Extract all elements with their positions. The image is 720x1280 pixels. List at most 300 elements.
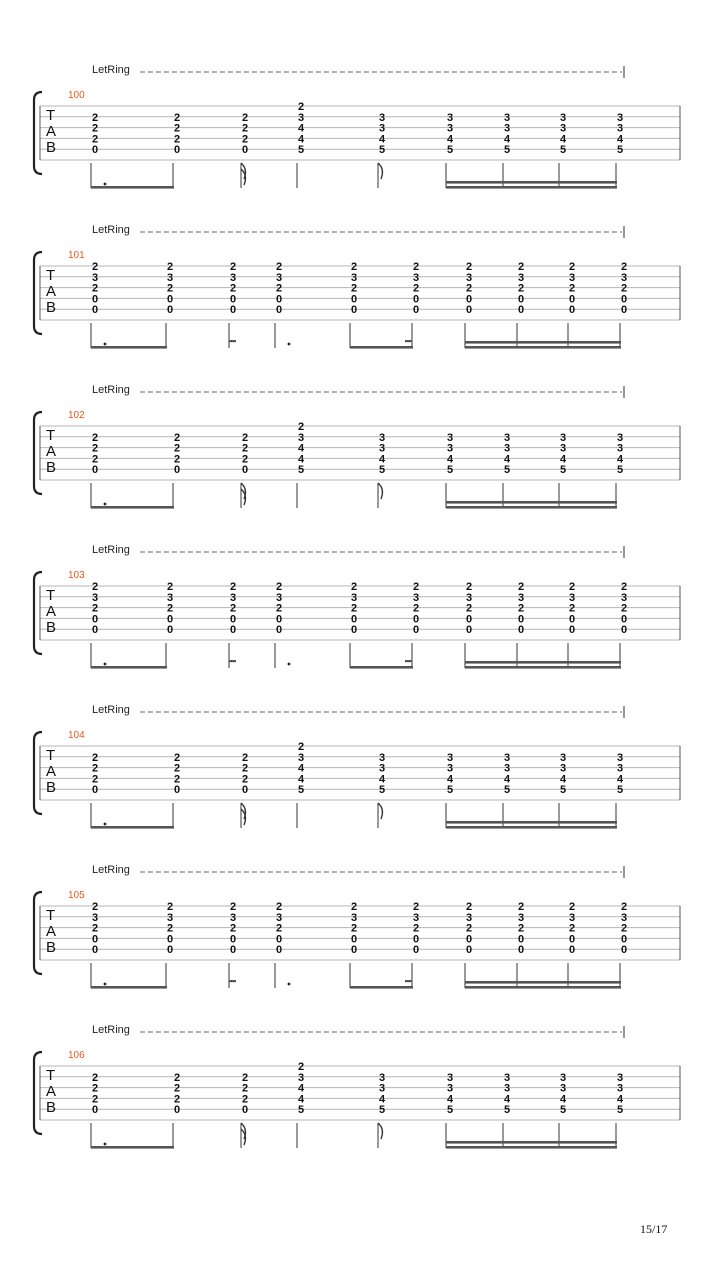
tab-clef-letter: B xyxy=(46,619,57,636)
fret-number: 2 xyxy=(173,111,181,124)
fret-number: 2 xyxy=(173,1071,181,1084)
note-beam xyxy=(446,186,617,189)
fret-number: 2 xyxy=(173,122,181,135)
fret-number: 3 xyxy=(559,431,567,444)
fret-number: 4 xyxy=(378,773,386,786)
fret-number: 0 xyxy=(275,613,283,626)
fret-number: 2 xyxy=(412,901,420,913)
tab-staff xyxy=(0,72,720,232)
fret-number: 0 xyxy=(91,933,99,946)
fret-number: 2 xyxy=(275,901,283,913)
fret-number: 2 xyxy=(568,282,576,295)
fret-number: 3 xyxy=(378,431,386,444)
tab-clef-letter: A xyxy=(46,603,57,620)
fret-number: 2 xyxy=(91,602,99,615)
fret-number: 3 xyxy=(503,442,511,455)
fret-number: 2 xyxy=(568,901,576,913)
fret-number: 3 xyxy=(620,911,628,924)
fret-number: 4 xyxy=(297,1082,305,1095)
fret-number: 2 xyxy=(241,1093,249,1106)
fret-number: 2 xyxy=(229,901,237,913)
tab-staff xyxy=(0,712,720,872)
fret-number: 3 xyxy=(559,1071,567,1084)
fret-number: 3 xyxy=(465,911,473,924)
fret-number: 2 xyxy=(173,442,181,455)
fret-number: 3 xyxy=(275,591,283,604)
fret-number: 3 xyxy=(503,1082,511,1095)
fret-number: 2 xyxy=(173,762,181,775)
fret-number: 2 xyxy=(241,1071,249,1084)
fret-number: 2 xyxy=(350,901,358,913)
note-beam xyxy=(465,346,621,349)
fret-number: 2 xyxy=(173,453,181,466)
fret-number: 3 xyxy=(616,111,624,124)
fret-number: 0 xyxy=(241,784,249,797)
fret-number: 2 xyxy=(350,261,358,273)
fret-number: 2 xyxy=(568,602,576,615)
fret-number: 4 xyxy=(446,1093,454,1106)
fret-number: 0 xyxy=(412,304,420,317)
fret-number: 0 xyxy=(412,613,420,626)
fret-number: 4 xyxy=(378,133,386,146)
fret-number: 2 xyxy=(91,261,99,273)
fret-number: 0 xyxy=(568,293,576,306)
measure-number: 105 xyxy=(68,890,85,901)
fret-number: 0 xyxy=(350,613,358,626)
fret-number: 3 xyxy=(559,1082,567,1095)
fret-number: 3 xyxy=(446,111,454,124)
fret-number: 2 xyxy=(412,602,420,615)
fret-number: 3 xyxy=(378,751,386,764)
fret-number: 0 xyxy=(275,944,283,957)
fret-number: 0 xyxy=(275,293,283,306)
fret-number: 2 xyxy=(350,581,358,593)
fret-number: 2 xyxy=(517,901,525,913)
fret-number: 2 xyxy=(350,602,358,615)
fret-number: 4 xyxy=(616,453,624,466)
partial-beam xyxy=(229,660,236,662)
fret-number: 2 xyxy=(173,773,181,786)
fret-number: 3 xyxy=(446,751,454,764)
fret-number: 3 xyxy=(446,122,454,135)
fret-number: 0 xyxy=(412,933,420,946)
fret-number: 5 xyxy=(503,784,511,797)
fret-number: 3 xyxy=(166,591,174,604)
tab-clef-letter: T xyxy=(46,267,56,284)
fret-number: 4 xyxy=(559,133,567,146)
note-beam xyxy=(465,661,621,664)
fret-number: 3 xyxy=(616,762,624,775)
letring-label: LetRing xyxy=(92,544,130,556)
note-beam xyxy=(465,986,621,989)
note-beam xyxy=(446,821,617,824)
fret-number: 2 xyxy=(465,261,473,273)
fret-number: 0 xyxy=(517,304,525,317)
fret-number: 2 xyxy=(275,261,283,273)
fret-number: 5 xyxy=(297,144,305,157)
fret-number: 3 xyxy=(503,431,511,444)
measure-number: 103 xyxy=(68,570,85,581)
fret-number: 2 xyxy=(412,922,420,935)
fret-number: 3 xyxy=(378,1071,386,1084)
fret-number: 2 xyxy=(517,922,525,935)
staff-bracket xyxy=(34,412,42,494)
fret-number: 3 xyxy=(229,911,237,924)
fret-number: 0 xyxy=(465,613,473,626)
dotted-note-dot xyxy=(104,983,107,986)
fret-number: 0 xyxy=(517,944,525,957)
fret-number: 5 xyxy=(559,144,567,157)
tab-clef-letter: B xyxy=(46,779,57,796)
partial-beam xyxy=(229,980,236,982)
fret-number: 4 xyxy=(378,453,386,466)
fret-number: 3 xyxy=(91,271,99,284)
tab-clef-letter: T xyxy=(46,907,56,924)
dotted-note-dot xyxy=(288,663,291,666)
fret-number: 4 xyxy=(378,1093,386,1106)
fret-number: 5 xyxy=(378,1104,386,1117)
fret-number: 3 xyxy=(350,271,358,284)
fret-number: 3 xyxy=(503,1071,511,1084)
tab-system xyxy=(0,544,720,712)
fret-number: 4 xyxy=(503,453,511,466)
fret-number: 3 xyxy=(378,1082,386,1095)
fret-number: 0 xyxy=(229,613,237,626)
fret-number: 4 xyxy=(503,773,511,786)
fret-number: 0 xyxy=(465,944,473,957)
fret-number: 0 xyxy=(350,944,358,957)
fret-number: 2 xyxy=(241,431,249,444)
fret-number: 0 xyxy=(91,464,99,477)
fret-number: 3 xyxy=(559,751,567,764)
fret-number: 0 xyxy=(412,624,420,637)
fret-number: 4 xyxy=(616,133,624,146)
fret-number: 3 xyxy=(229,591,237,604)
fret-number: 3 xyxy=(503,762,511,775)
fret-number: 0 xyxy=(173,1104,181,1117)
fret-number: 0 xyxy=(91,784,99,797)
tab-staff xyxy=(0,552,720,712)
tab-staff xyxy=(0,872,720,1032)
fret-number: 5 xyxy=(559,784,567,797)
fret-number: 0 xyxy=(166,613,174,626)
fret-number: 2 xyxy=(620,901,628,913)
tab-clef-letter: T xyxy=(46,107,56,124)
fret-number: 3 xyxy=(620,271,628,284)
fret-number: 0 xyxy=(91,944,99,957)
note-beam xyxy=(465,341,621,344)
letring-label: LetRing xyxy=(92,224,130,236)
fret-number: 0 xyxy=(568,944,576,957)
fret-number: 0 xyxy=(412,293,420,306)
fret-number: 5 xyxy=(616,144,624,157)
fret-number: 3 xyxy=(446,1071,454,1084)
measure-number: 101 xyxy=(68,250,85,261)
note-beam xyxy=(465,981,621,984)
fret-number: 4 xyxy=(297,122,305,135)
fret-number: 0 xyxy=(568,304,576,317)
fret-number: 2 xyxy=(91,1082,99,1095)
fret-number: 0 xyxy=(229,944,237,957)
note-beam xyxy=(91,186,174,189)
tab-clef-letter: A xyxy=(46,1083,57,1100)
fret-number: 3 xyxy=(297,111,305,124)
fret-number: 2 xyxy=(91,751,99,764)
fret-number: 3 xyxy=(568,591,576,604)
measure-number: 104 xyxy=(68,730,85,741)
fret-number: 3 xyxy=(91,911,99,924)
fret-number: 2 xyxy=(412,261,420,273)
fret-number: 2 xyxy=(517,581,525,593)
fret-number: 3 xyxy=(350,911,358,924)
fret-number: 2 xyxy=(241,133,249,146)
fret-number: 2 xyxy=(91,901,99,913)
fret-number: 2 xyxy=(517,602,525,615)
measure-number: 100 xyxy=(68,90,85,101)
fret-number: 0 xyxy=(166,293,174,306)
note-beam xyxy=(91,506,174,509)
fret-number: 2 xyxy=(91,442,99,455)
fret-number: 4 xyxy=(559,1093,567,1106)
fret-number: 3 xyxy=(568,271,576,284)
partial-beam xyxy=(229,340,236,342)
tab-clef-letter: B xyxy=(46,299,57,316)
fret-number: 0 xyxy=(91,144,99,157)
fret-number: 3 xyxy=(91,591,99,604)
fret-number: 3 xyxy=(568,911,576,924)
tab-clef-letter: A xyxy=(46,443,57,460)
fret-number: 2 xyxy=(229,282,237,295)
note-beam xyxy=(446,506,617,509)
staff-bracket xyxy=(34,732,42,814)
fret-number: 2 xyxy=(275,581,283,593)
fret-number: 3 xyxy=(378,122,386,135)
fret-number: 0 xyxy=(568,933,576,946)
fret-number: 4 xyxy=(559,773,567,786)
fret-number: 3 xyxy=(166,911,174,924)
note-beam xyxy=(465,666,621,669)
fret-number: 4 xyxy=(503,133,511,146)
fret-number: 2 xyxy=(241,453,249,466)
fret-number: 2 xyxy=(229,922,237,935)
staff-bracket xyxy=(34,1052,42,1134)
fret-number: 3 xyxy=(275,271,283,284)
fret-number: 2 xyxy=(173,751,181,764)
fret-number: 2 xyxy=(297,421,305,433)
fret-number: 2 xyxy=(350,282,358,295)
tab-system xyxy=(0,384,720,552)
fret-number: 4 xyxy=(297,1093,305,1106)
fret-number: 0 xyxy=(517,933,525,946)
fret-number: 4 xyxy=(297,442,305,455)
fret-number: 2 xyxy=(91,1093,99,1106)
fret-number: 2 xyxy=(620,261,628,273)
fret-number: 2 xyxy=(465,282,473,295)
note-flag xyxy=(378,163,382,179)
letring-label: LetRing xyxy=(92,704,130,716)
fret-number: 0 xyxy=(91,293,99,306)
fret-number: 2 xyxy=(91,111,99,124)
fret-number: 0 xyxy=(91,1104,99,1117)
fret-number: 5 xyxy=(378,784,386,797)
letring-label: LetRing xyxy=(92,864,130,876)
fret-number: 0 xyxy=(568,613,576,626)
fret-number: 2 xyxy=(275,602,283,615)
fret-number: 4 xyxy=(297,773,305,786)
fret-number: 2 xyxy=(91,581,99,593)
note-flag xyxy=(378,483,382,499)
fret-number: 2 xyxy=(91,1071,99,1084)
partial-beam xyxy=(405,660,412,662)
fret-number: 5 xyxy=(503,464,511,477)
fret-number: 2 xyxy=(517,282,525,295)
fret-number: 2 xyxy=(91,762,99,775)
tab-clef-letter: B xyxy=(46,939,57,956)
partial-beam xyxy=(405,340,412,342)
note-beam xyxy=(91,1146,174,1149)
fret-number: 0 xyxy=(517,293,525,306)
fret-number: 2 xyxy=(465,901,473,913)
fret-number: 2 xyxy=(241,111,249,124)
fret-number: 2 xyxy=(241,762,249,775)
fret-number: 2 xyxy=(91,282,99,295)
tab-clef-letter: T xyxy=(46,587,56,604)
fret-number: 3 xyxy=(503,122,511,135)
fret-number: 2 xyxy=(620,922,628,935)
fret-number: 3 xyxy=(297,1071,305,1084)
fret-number: 0 xyxy=(412,944,420,957)
fret-number: 0 xyxy=(275,933,283,946)
tab-staff xyxy=(0,1032,720,1192)
note-beam xyxy=(91,826,174,829)
staff-bracket xyxy=(34,572,42,654)
fret-number: 2 xyxy=(297,1061,305,1073)
fret-number: 2 xyxy=(241,122,249,135)
fret-number: 0 xyxy=(173,464,181,477)
page-number: 15/17 xyxy=(640,1222,668,1236)
fret-number: 2 xyxy=(241,442,249,455)
fret-number: 0 xyxy=(465,293,473,306)
staff-bracket xyxy=(34,252,42,334)
fret-number: 2 xyxy=(465,581,473,593)
fret-number: 0 xyxy=(275,624,283,637)
fret-number: 2 xyxy=(166,901,174,913)
tab-clef-letter: B xyxy=(46,1099,57,1116)
fret-number: 0 xyxy=(241,144,249,157)
fret-number: 0 xyxy=(91,304,99,317)
fret-number: 0 xyxy=(620,933,628,946)
fret-number: 0 xyxy=(465,304,473,317)
fret-number: 5 xyxy=(297,464,305,477)
fret-number: 3 xyxy=(616,431,624,444)
note-beam xyxy=(91,666,167,669)
fret-number: 5 xyxy=(559,464,567,477)
fret-number: 0 xyxy=(620,293,628,306)
fret-number: 0 xyxy=(620,304,628,317)
fret-number: 0 xyxy=(275,304,283,317)
fret-number: 3 xyxy=(620,591,628,604)
fret-number: 5 xyxy=(446,784,454,797)
fret-number: 2 xyxy=(173,133,181,146)
fret-number: 5 xyxy=(559,1104,567,1117)
fret-number: 3 xyxy=(517,911,525,924)
fret-number: 0 xyxy=(229,624,237,637)
fret-number: 5 xyxy=(297,1104,305,1117)
note-beam xyxy=(350,666,413,669)
fret-number: 4 xyxy=(446,133,454,146)
fret-number: 3 xyxy=(378,111,386,124)
fret-number: 0 xyxy=(517,624,525,637)
fret-number: 0 xyxy=(229,293,237,306)
staff-bracket xyxy=(34,92,42,174)
fret-number: 3 xyxy=(616,1071,624,1084)
fret-number: 4 xyxy=(559,453,567,466)
fret-number: 0 xyxy=(166,304,174,317)
dotted-note-dot xyxy=(288,343,291,346)
fret-number: 2 xyxy=(91,122,99,135)
fret-number: 0 xyxy=(350,304,358,317)
fret-number: 0 xyxy=(620,624,628,637)
fret-number: 3 xyxy=(465,271,473,284)
fret-number: 3 xyxy=(517,271,525,284)
dotted-note-dot xyxy=(288,983,291,986)
fret-number: 3 xyxy=(616,1082,624,1095)
staff-bracket xyxy=(34,892,42,974)
fret-number: 3 xyxy=(378,442,386,455)
fret-number: 2 xyxy=(568,922,576,935)
fret-number: 2 xyxy=(568,261,576,273)
fret-number: 4 xyxy=(446,453,454,466)
fret-number: 3 xyxy=(503,111,511,124)
fret-number: 3 xyxy=(616,442,624,455)
fret-number: 2 xyxy=(173,1082,181,1095)
fret-number: 2 xyxy=(91,773,99,786)
fret-number: 3 xyxy=(616,751,624,764)
dotted-note-dot xyxy=(104,503,107,506)
fret-number: 2 xyxy=(620,581,628,593)
fret-number: 2 xyxy=(229,261,237,273)
fret-number: 0 xyxy=(229,304,237,317)
fret-number: 2 xyxy=(91,453,99,466)
fret-number: 0 xyxy=(241,1104,249,1117)
fret-number: 2 xyxy=(568,581,576,593)
fret-number: 3 xyxy=(350,591,358,604)
dotted-note-dot xyxy=(104,183,107,186)
fret-number: 2 xyxy=(241,773,249,786)
fret-number: 4 xyxy=(446,773,454,786)
fret-number: 0 xyxy=(166,944,174,957)
fret-number: 0 xyxy=(91,624,99,637)
fret-number: 0 xyxy=(350,624,358,637)
fret-number: 0 xyxy=(173,144,181,157)
fret-number: 3 xyxy=(275,911,283,924)
fret-number: 2 xyxy=(465,922,473,935)
fret-number: 3 xyxy=(412,271,420,284)
tab-system xyxy=(0,704,720,872)
fret-number: 0 xyxy=(241,464,249,477)
fret-number: 3 xyxy=(559,442,567,455)
tab-clef-letter: B xyxy=(46,459,57,476)
tab-staff xyxy=(0,232,720,392)
fret-number: 3 xyxy=(412,911,420,924)
tab-system xyxy=(0,864,720,1032)
tab-clef-letter: B xyxy=(46,139,57,156)
fret-number: 3 xyxy=(559,122,567,135)
note-beam xyxy=(446,1141,617,1144)
fret-number: 0 xyxy=(91,613,99,626)
tab-system xyxy=(0,1024,720,1192)
fret-number: 3 xyxy=(412,591,420,604)
